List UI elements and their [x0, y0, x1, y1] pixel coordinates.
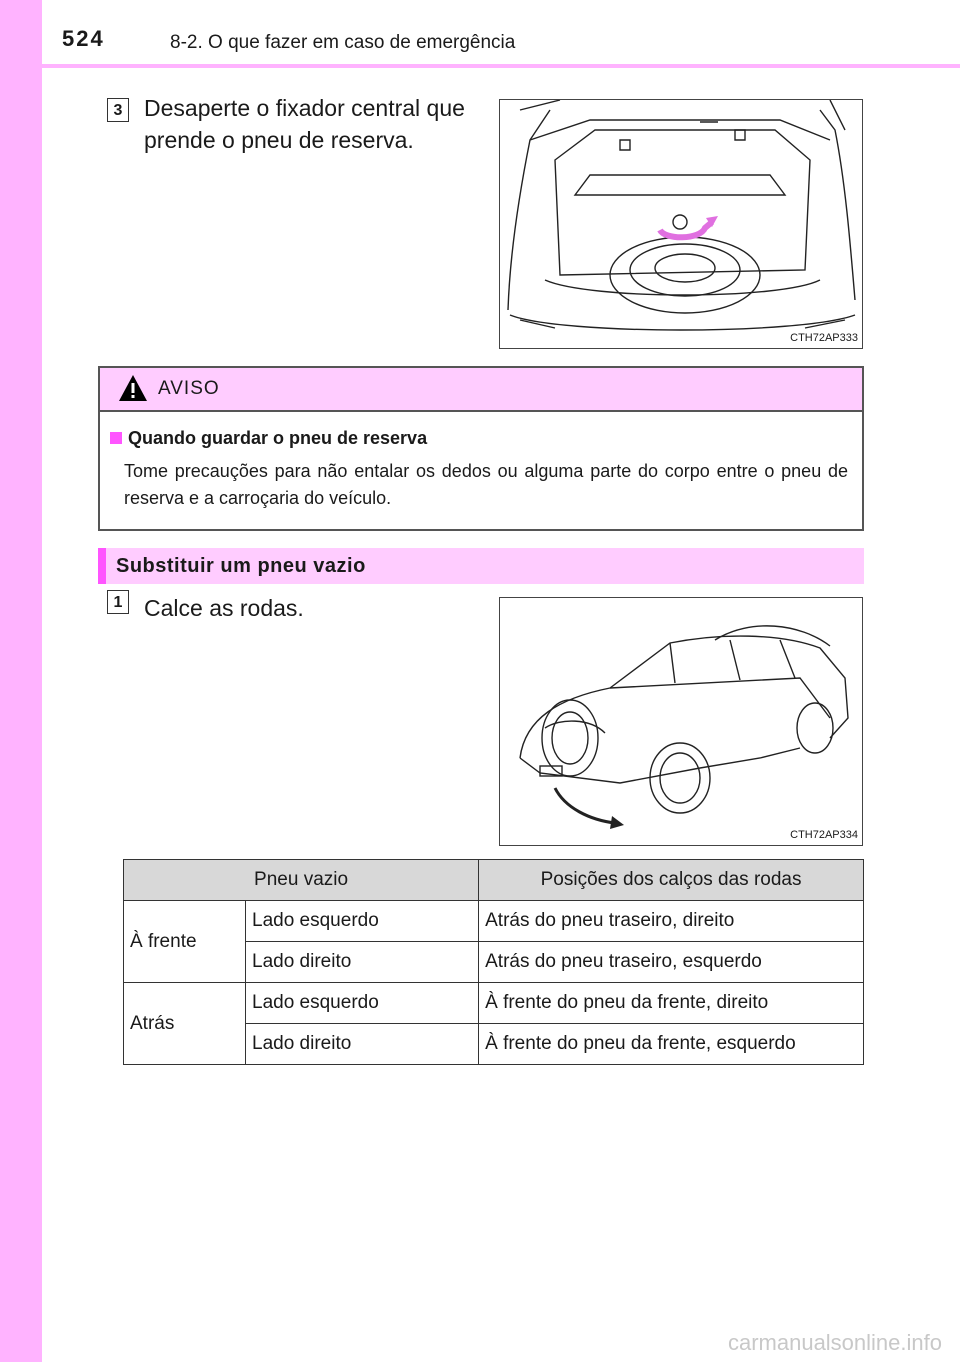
step-3-text: [144, 92, 465, 156]
step-number-3: 3: [107, 98, 129, 122]
watermark[interactable]: carmanualsonline.info: [727, 1330, 942, 1355]
warning-body: Tome precauções para não entalar os dedos ou alguma parte do corpo entre o pneu de reserva e a carroçaria do veículo.: [124, 461, 848, 508]
col-header-flat-tire: Pneu vazio: [124, 860, 479, 901]
position-cell: Atrás do pneu traseiro, esquerdo: [479, 942, 864, 983]
side-color-tab: [0, 0, 42, 1362]
spare-tire-trunk-drawing: [500, 100, 862, 348]
table-row: [124, 983, 864, 1024]
section-heading: Substituir um pneu vazio: [116, 555, 366, 577]
warning-header: [100, 368, 862, 412]
car-wheel-chock-drawing: [500, 598, 862, 845]
step-number-1: 1: [107, 590, 129, 614]
wheel-chock-table: [123, 859, 864, 1065]
side-cell: Lado direito: [246, 942, 479, 983]
figure-code-334: CTH72AP334: [790, 829, 858, 841]
col-header-chock-position: Posições dos calços das rodas: [479, 860, 864, 901]
table-header-row: [124, 860, 864, 901]
header-rule: [42, 64, 960, 68]
section-title: 8-2. O que fazer em caso de emergência: [170, 32, 516, 53]
side-cell: Lado esquerdo: [246, 983, 479, 1024]
heading-accent: [98, 548, 106, 584]
side-cell: Lado esquerdo: [246, 901, 479, 942]
car-wheel-chock-illustration: [499, 597, 863, 846]
table-row: [124, 901, 864, 942]
warning-subtitle-row: [110, 428, 427, 449]
section-heading-bar: [98, 548, 864, 584]
group-label-front: À frente: [124, 901, 246, 983]
step-3-line-2: prende o pneu de reserva.: [144, 127, 414, 153]
step-1-text: Calce as rodas.: [144, 595, 304, 621]
page-number: 524: [62, 26, 105, 51]
trunk-illustration: [499, 99, 863, 349]
position-cell: À frente do pneu da frente, direito: [479, 983, 864, 1024]
group-label-rear: Atrás: [124, 983, 246, 1065]
warning-subtitle: Quando guardar o pneu de reserva: [128, 428, 428, 448]
position-cell: À frente do pneu da frente, esquerdo: [479, 1024, 864, 1065]
position-cell: Atrás do pneu traseiro, direito: [479, 901, 864, 942]
figure-code-333: CTH72AP333: [790, 332, 858, 344]
side-cell: Lado direito: [246, 1024, 479, 1065]
warning-triangle-icon: [118, 374, 148, 402]
warning-title: AVISO: [158, 378, 220, 399]
warning-box: [98, 366, 864, 531]
bullet-square-icon: [110, 432, 122, 444]
step-3-line-1: Desaperte o fixador central que: [144, 95, 465, 121]
